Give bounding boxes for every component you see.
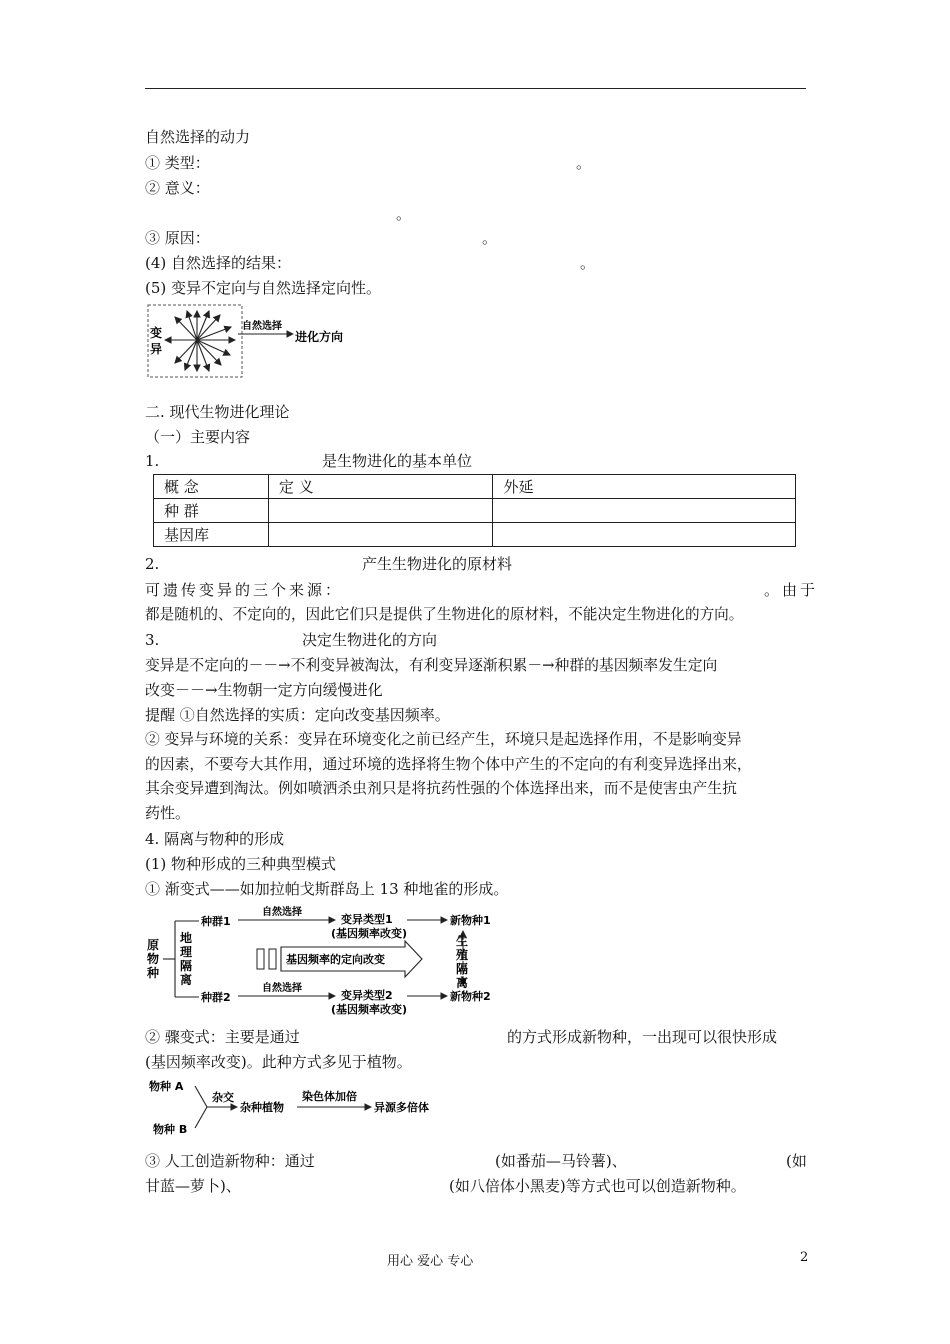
reproductive-isolation-label: 殖: [456, 948, 469, 962]
selection-label: 自然选择: [262, 983, 302, 994]
paragraph-line: 甘蓝—萝卜)、: [145, 1177, 241, 1195]
paragraph-line: (基因频率改变)。此种方式多见于植物。: [145, 1053, 412, 1071]
item-3-text: 决定生物进化的方向: [302, 631, 438, 649]
line-meaning: ② 意义：: [145, 179, 210, 197]
species-b-label: 物种 B: [153, 1123, 188, 1136]
directed-frequency-change-label: 基因频率的定向改变: [286, 953, 385, 966]
paragraph-line: ② 变异与环境的关系：变异在环境变化之前已经产生，环境只是起选择作用，不是影响变异: [145, 731, 742, 748]
item-1-text: 是生物进化的基本单位: [322, 452, 473, 470]
period: 。: [482, 229, 498, 247]
hybridization-label: 杂交: [212, 1091, 234, 1104]
abrupt-mode-line-cont: 的方式形成新物种，一出现可以很快形成: [507, 1028, 778, 1046]
new-species-2-label: 新物种2: [450, 990, 491, 1003]
gradual-speciation-diagram: [145, 903, 510, 1021]
table-cell: 定 义: [268, 475, 493, 499]
line-driving-force: 自然选择的动力: [145, 128, 251, 146]
section-heading: 二. 现代生物进化理论: [145, 403, 290, 421]
item-2-num: 2.: [145, 555, 160, 573]
table-row: [154, 523, 796, 547]
chromosome-doubling-label: 染色体加倍: [302, 1090, 357, 1103]
geographic-isolation-label: 地: [180, 931, 193, 945]
selection-label: 自然选择: [242, 321, 282, 332]
reminder-line: 提醒 ①自然选择的实质：定向改变基因频率。: [145, 706, 450, 724]
table-cell: 概 念: [154, 475, 269, 499]
population-2-label: 种群2: [201, 991, 231, 1004]
evolution-direction-label: 进化方向: [295, 330, 344, 344]
paragraph-line: (如八倍体小黑麦)等方式也可以创造新物种。: [449, 1177, 746, 1195]
table-row: [154, 499, 796, 523]
line-type: ① 类型：: [145, 154, 210, 172]
paragraph-line: 药性。: [145, 804, 191, 822]
variation-label: 异: [150, 342, 163, 356]
item-2-text: 产生生物进化的原材料: [362, 555, 513, 573]
abrupt-mode-line: ② 骤变式：主要是通过: [145, 1028, 300, 1046]
paragraph-line: 的因素，不要夸大其作用，通过环境的选择将生物个体中产生的不定向的有利变异选择出来，: [145, 756, 752, 773]
original-species-label: 种: [147, 966, 160, 980]
table-cell: [268, 523, 493, 547]
original-species-label: 原: [147, 938, 160, 952]
hybrid-plant-label: 杂种植物: [240, 1101, 284, 1114]
frequency-change-label: (基因频率改变): [331, 1003, 408, 1016]
artificial-species-line-cont: (如番茄—马铃薯)、: [495, 1152, 627, 1170]
period: 。: [576, 154, 592, 172]
allopolyploid-label: 异源多倍体: [374, 1101, 429, 1114]
artificial-species-line-cont: (如: [786, 1152, 807, 1170]
reproductive-isolation-label: 生: [456, 934, 469, 948]
species-a-label: 物种 A: [149, 1080, 184, 1093]
table-cell: 外延: [493, 475, 796, 499]
header-rule: [145, 88, 806, 89]
variation-selection-diagram: [145, 303, 360, 379]
heritable-variation-sources: 可遗传变异的三个来源：: [145, 581, 344, 599]
polyploid-formation-diagram: [145, 1076, 450, 1140]
table-cell: [493, 523, 796, 547]
paragraph-line: 其余变异遭到淘汰。例如喷洒杀虫剂只是将抗药性强的个体选择出来，而不是使害虫产生抗: [145, 780, 737, 797]
table-cell: [493, 499, 796, 523]
artificial-species-line: ③ 人工创造新物种：通过: [145, 1152, 315, 1170]
item-3-num: 3.: [145, 631, 160, 649]
table-cell: 种 群: [154, 499, 269, 523]
line-continuation: 。由于: [764, 581, 819, 599]
geographic-isolation-label: 理: [180, 945, 193, 959]
reproductive-isolation-label: 隔: [456, 962, 469, 976]
paragraph-line: 变异是不定向的－－→不利变异被淘汰，有利变异逐渐积累－→种群的基因频率发生定向: [145, 657, 718, 674]
period: 。: [396, 205, 412, 223]
item-4-heading: 4. 隔离与物种的形成: [145, 830, 285, 848]
line-variation-direction: (5) 变异不定向与自然选择定向性。: [145, 279, 382, 297]
new-species-1-label: 新物种1: [450, 914, 491, 927]
speciation-modes-heading: (1) 物种形成的三种典型模式: [145, 855, 337, 873]
selection-label: 自然选择: [262, 907, 302, 918]
geographic-isolation-label: 离: [180, 973, 193, 987]
variation-label: 变: [150, 326, 163, 340]
footer-slogan: 用心 爱心 专心: [387, 1254, 474, 1269]
paragraph-line: 都是随机的、不定向的，因此它们只是提供了生物进化的原材料，不能决定生物进化的方向。: [145, 606, 744, 623]
variant-type-2-label: 变异类型2: [341, 989, 393, 1002]
geographic-isolation-label: 隔: [180, 959, 193, 973]
paragraph-line: 改变－－→生物朝一定方向缓慢进化: [145, 681, 383, 699]
reproductive-isolation-label: 离: [456, 976, 469, 990]
population-1-label: 种群1: [201, 915, 231, 928]
gene-pool-table: [153, 474, 796, 547]
line-selection-result: (4) 自然选择的结果：: [145, 254, 292, 272]
table-cell: 基因库: [154, 523, 269, 547]
line-cause: ③ 原因：: [145, 229, 210, 247]
table-row: [154, 475, 796, 499]
subsection-heading: （一）主要内容: [145, 428, 251, 446]
item-1-num: 1.: [145, 452, 160, 470]
table-cell: [268, 499, 493, 523]
gradual-mode-line: ① 渐变式——如加拉帕戈斯群岛上 13 种地雀的形成。: [145, 880, 509, 898]
period: 。: [580, 254, 596, 272]
page-number: 2: [800, 1250, 809, 1265]
frequency-change-label: (基因频率改变): [331, 927, 408, 940]
variant-type-1-label: 变异类型1: [341, 913, 393, 926]
original-species-label: 物: [147, 952, 160, 966]
